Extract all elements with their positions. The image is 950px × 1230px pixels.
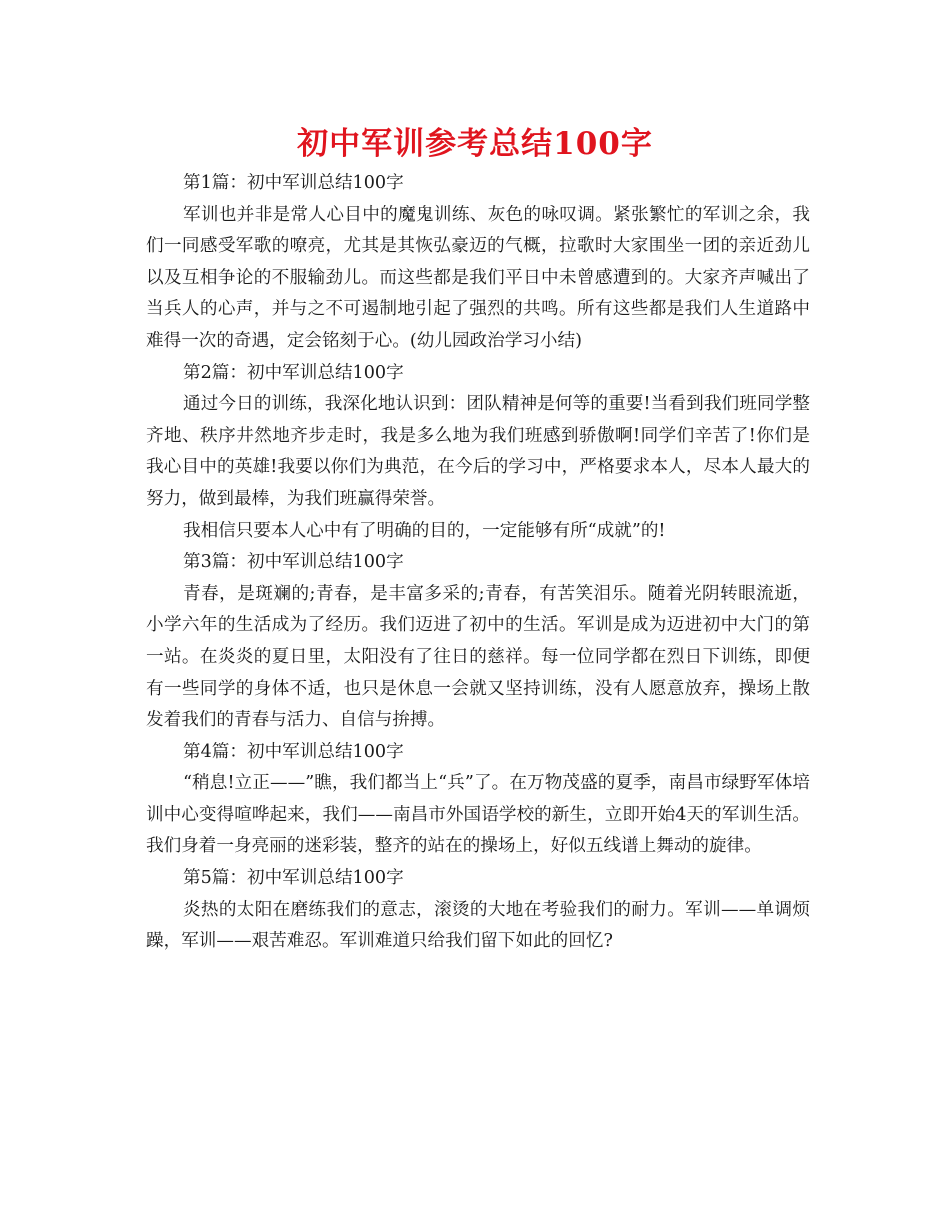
paragraph: 青春，是斑斓的;青春，是丰富多采的;青春，有苦笑泪乐。随着光阴转眼流逝，小学六年的生活成为了经历。我们迈进了初中的生活。军训是成为迈进初中大门的第一站。在炎炎的夏日里，太阳没有了往日的慈祥。每一位同学都在烈日下训练，即便有一些同学的身体不适，也只是休息一会就又坚持训练，没有人愿意放弃，操场上散发着我们的青春与活力、自信与拚搏。 <box>146 583 810 731</box>
paragraph: 炎热的太阳在磨练我们的意志，滚烫的大地在考验我们的耐力。军训——单调烦躁，军训——艰苦难忍。军训难道只给我们留下如此的回忆? <box>146 899 810 952</box>
document-body <box>146 168 810 958</box>
section-heading: 第4篇：初中军训总结100字 <box>183 741 404 762</box>
section-heading: 第2篇：初中军训总结100字 <box>183 362 404 383</box>
section-heading: 第3篇：初中军训总结100字 <box>183 552 404 573</box>
paragraph: 通过今日的训练，我深化地认识到：团队精神是何等的重要!当看到我们班同学整齐地、秩序井然地齐步走时，我是多么地为我们班感到骄傲啊!同学们辛苦了!你们是我心目中的英雄!我要以你们为典范，在今后的学习中，严格要求本人，尽本人最大的努力，做到最棒，为我们班赢得荣誉。 <box>146 394 810 509</box>
paragraph: 军训也并非是常人心目中的魔鬼训练、灰色的咏叹调。紧张繁忙的军训之余，我们一同感受军歌的嘹亮，尤其是其恢弘豪迈的气概，拉歌时大家围坐一团的亲近劲儿以及互相争论的不服输劲儿。而这些都是我们平日中未曾感遭到的。大家齐声喊出了当兵人的心声，并与之不可遏制地引起了强烈的共鸣。所有这些都是我们人生道路中难得一次的奇遇，定会铭刻于心。(幼儿园政治学习小结) <box>146 204 810 351</box>
paragraph: 我相信只要本人心中有了明确的目的，一定能够有所“成就”的! <box>183 520 666 541</box>
paragraph: “稍息!立正——”瞧，我们都当上“兵”了。在万物茂盛的夏季，南昌市绿野军体培训中心变得喧哗起来，我们——南昌市外国语学校的新生，立即开始4天的军训生活。我们身着一身亮丽的迷彩装，整齐的站在的操场上，好似五线谱上舞动的旋律。 <box>146 773 810 857</box>
section-heading: 第5篇：初中军训总结100字 <box>183 868 404 889</box>
section-heading: 第1篇：初中军训总结100字 <box>183 173 404 193</box>
document-title: 初中军训参考总结100字 <box>297 126 653 162</box>
